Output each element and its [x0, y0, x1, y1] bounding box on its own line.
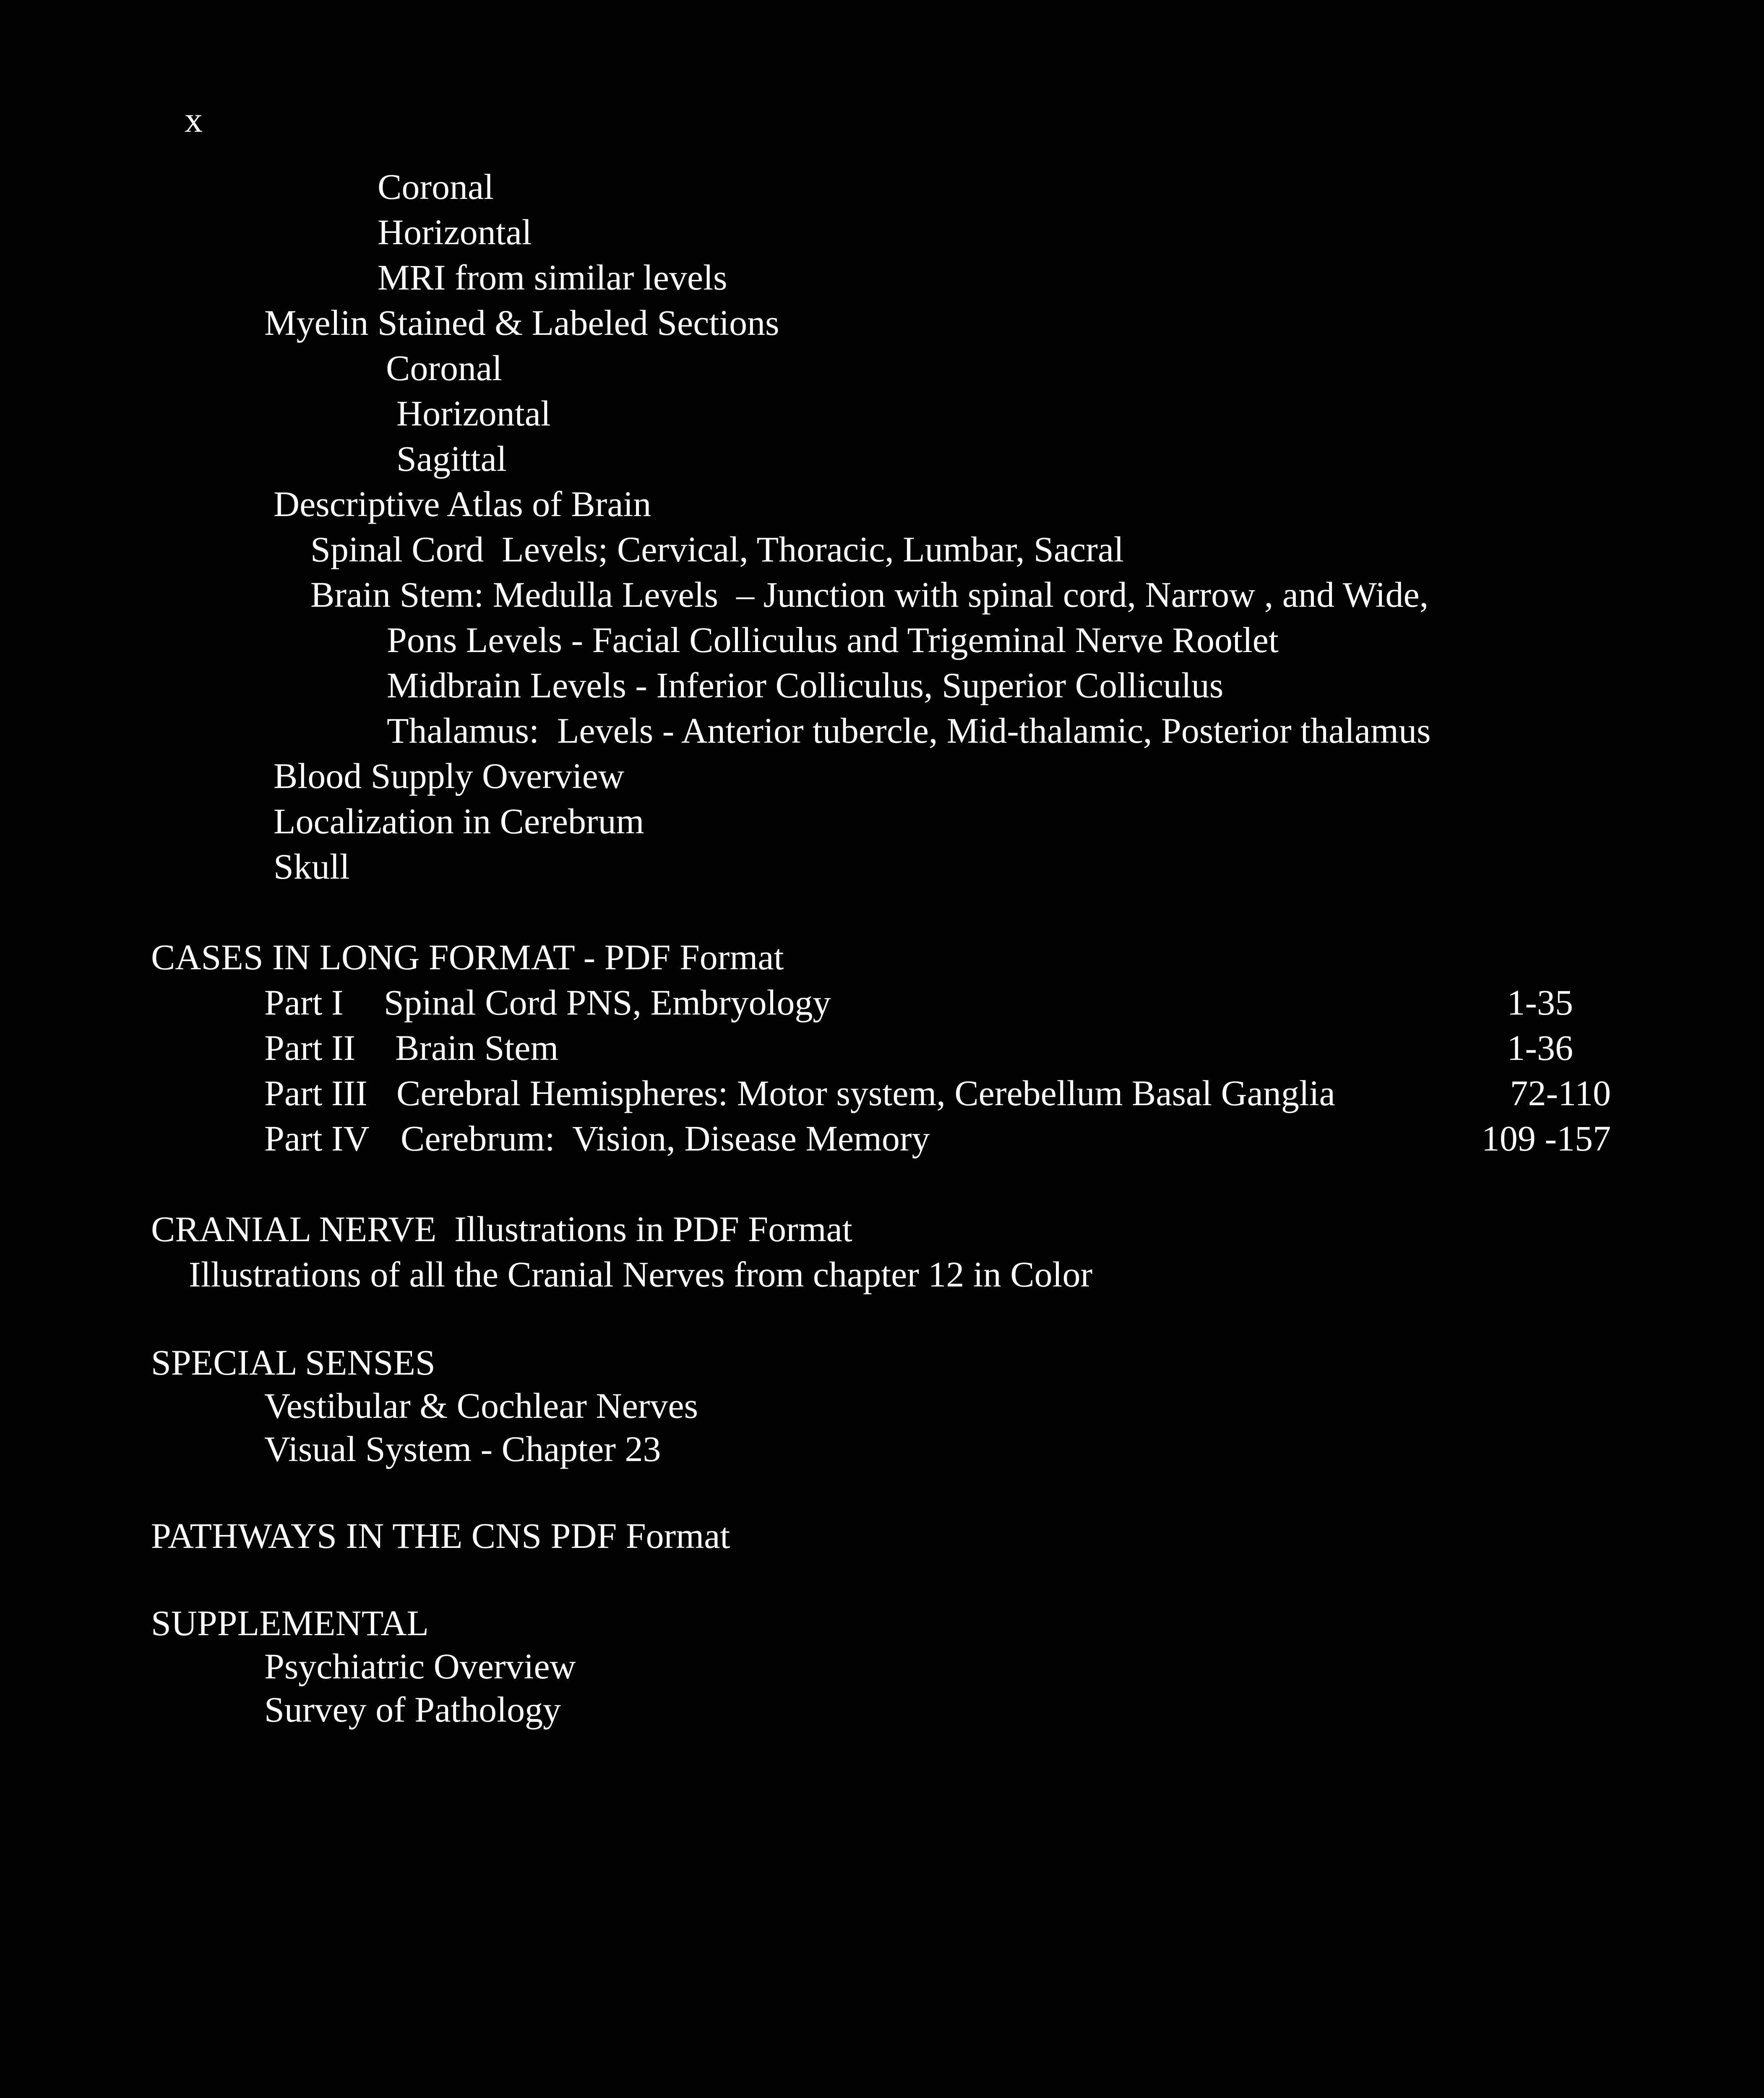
toc-item-skull[interactable]: Skull — [274, 846, 350, 887]
case-part-label: Part III — [264, 1073, 367, 1113]
toc-item-midbrain[interactable]: Midbrain Levels - Inferior Colliculus, Superior Colliculus — [387, 665, 1224, 705]
case-part-title[interactable]: Spinal Cord PNS, Embryology — [384, 982, 831, 1023]
toc-item-myelin-coronal[interactable]: Coronal — [386, 348, 503, 388]
special-senses-item[interactable]: Vestibular & Cochlear Nerves — [264, 1386, 698, 1426]
case-part-label: Part II — [264, 1028, 356, 1068]
toc-heading-descriptive[interactable]: Descriptive Atlas of Brain — [274, 484, 651, 524]
supplemental-item[interactable]: Psychiatric Overview — [264, 1646, 576, 1686]
case-part-pages: 72-110 — [1510, 1073, 1611, 1113]
toc-item-myelin-horizontal[interactable]: Horizontal — [396, 393, 551, 433]
section-heading-supplemental[interactable]: SUPPLEMENTAL — [151, 1603, 429, 1643]
case-part-pages: 1-35 — [1507, 982, 1573, 1023]
supplemental-item[interactable]: Survey of Pathology — [264, 1689, 561, 1730]
toc-item-coronal[interactable]: Coronal — [378, 167, 494, 207]
section-heading-cases[interactable]: CASES IN LONG FORMAT - PDF Format — [151, 937, 784, 977]
section-heading-cranial-nerve[interactable]: CRANIAL NERVE Illustrations in PDF Format — [151, 1209, 852, 1249]
case-part-pages: 1-36 — [1507, 1028, 1573, 1068]
case-part-label: Part IV — [264, 1118, 370, 1159]
toc-heading-myelin[interactable]: Myelin Stained & Labeled Sections — [264, 303, 779, 343]
toc-item-mri[interactable]: MRI from similar levels — [378, 257, 727, 297]
toc-item-myelin-sagittal[interactable]: Sagittal — [396, 438, 507, 479]
toc-item-horizontal[interactable]: Horizontal — [378, 212, 532, 252]
toc-item-pons[interactable]: Pons Levels - Facial Colliculus and Trigeminal Nerve Rootlet — [387, 620, 1279, 660]
case-part-title[interactable]: Cerebrum: Vision, Disease Memory — [401, 1118, 930, 1159]
special-senses-item[interactable]: Visual System - Chapter 23 — [264, 1429, 661, 1469]
case-part-pages: 109 -157 — [1481, 1118, 1611, 1159]
case-part-title[interactable]: Cerebral Hemispheres: Motor system, Cerebellum Basal Ganglia — [396, 1073, 1335, 1113]
toc-item-brain-stem[interactable]: Brain Stem: Medulla Levels – Junction with spinal cord, Narrow , and Wide, — [310, 574, 1429, 615]
case-part-title[interactable]: Brain Stem — [395, 1028, 559, 1068]
toc-item-thalamus[interactable]: Thalamus: Levels - Anterior tubercle, Mid-thalamic, Posterior thalamus — [387, 710, 1431, 751]
cranial-nerve-description[interactable]: Illustrations of all the Cranial Nerves from chapter 12 in Color — [189, 1254, 1093, 1294]
toc-item-spinal-cord[interactable]: Spinal Cord Levels; Cervical, Thoracic, Lumbar, Sacral — [310, 529, 1124, 569]
section-heading-special-senses[interactable]: SPECIAL SENSES — [151, 1342, 435, 1383]
toc-item-blood-supply[interactable]: Blood Supply Overview — [274, 756, 625, 796]
page-marker: x — [185, 99, 203, 140]
case-part-label: Part I — [264, 982, 344, 1023]
section-heading-pathways[interactable]: PATHWAYS IN THE CNS PDF Format — [151, 1516, 730, 1556]
toc-item-localization[interactable]: Localization in Cerebrum — [274, 801, 644, 841]
